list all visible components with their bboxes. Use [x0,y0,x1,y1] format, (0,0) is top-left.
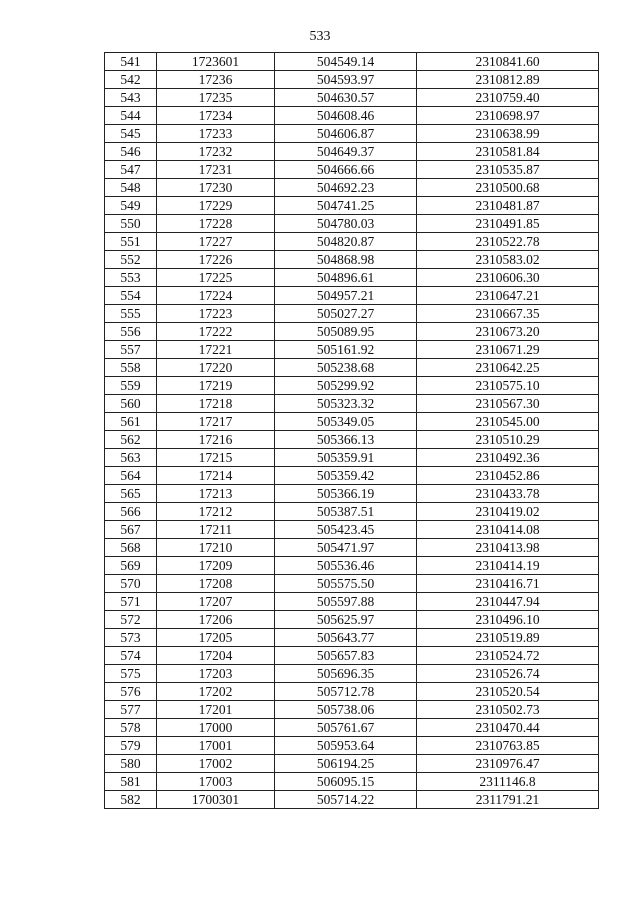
point-id-cell: 17212 [157,503,275,521]
y-coordinate-cell: 2311146.8 [417,773,599,791]
point-id-cell: 17202 [157,683,275,701]
x-coordinate-cell: 505657.83 [275,647,417,665]
coordinates-table [104,52,599,809]
x-coordinate-cell: 506194.25 [275,755,417,773]
x-coordinate-cell: 505089.95 [275,323,417,341]
table-row [105,575,599,593]
table-row [105,179,599,197]
row-number-cell: 579 [105,737,157,755]
point-id-cell: 17229 [157,197,275,215]
point-id-cell: 17224 [157,287,275,305]
x-coordinate-cell: 505738.06 [275,701,417,719]
row-number-cell: 541 [105,53,157,71]
x-coordinate-cell: 504896.61 [275,269,417,287]
x-coordinate-cell: 504630.57 [275,89,417,107]
x-coordinate-cell: 505536.46 [275,557,417,575]
x-coordinate-cell: 505712.78 [275,683,417,701]
y-coordinate-cell: 2310606.30 [417,269,599,287]
point-id-cell: 17232 [157,143,275,161]
table-row [105,287,599,305]
table-row [105,413,599,431]
row-number-cell: 568 [105,539,157,557]
table-row [105,269,599,287]
y-coordinate-cell: 2310763.85 [417,737,599,755]
point-id-cell: 17207 [157,593,275,611]
point-id-cell: 17226 [157,251,275,269]
table-row [105,647,599,665]
row-number-cell: 558 [105,359,157,377]
row-number-cell: 562 [105,431,157,449]
table-row [105,431,599,449]
row-number-cell: 571 [105,593,157,611]
row-number-cell: 577 [105,701,157,719]
x-coordinate-cell: 505161.92 [275,341,417,359]
row-number-cell: 576 [105,683,157,701]
x-coordinate-cell: 505359.91 [275,449,417,467]
x-coordinate-cell: 505714.22 [275,791,417,809]
x-coordinate-cell: 505423.45 [275,521,417,539]
y-coordinate-cell: 2310510.29 [417,431,599,449]
x-coordinate-cell: 505349.05 [275,413,417,431]
row-number-cell: 567 [105,521,157,539]
table-row [105,251,599,269]
table-row [105,107,599,125]
table-row [105,737,599,755]
table-row [105,503,599,521]
y-coordinate-cell: 2310522.78 [417,233,599,251]
point-id-cell: 17227 [157,233,275,251]
x-coordinate-cell: 505643.77 [275,629,417,647]
point-id-cell: 1723601 [157,53,275,71]
table-row [105,359,599,377]
table-row [105,701,599,719]
point-id-cell: 17222 [157,323,275,341]
y-coordinate-cell: 2310433.78 [417,485,599,503]
row-number-cell: 546 [105,143,157,161]
x-coordinate-cell: 505027.27 [275,305,417,323]
table-row [105,341,599,359]
y-coordinate-cell: 2310535.87 [417,161,599,179]
x-coordinate-cell: 505323.32 [275,395,417,413]
x-coordinate-cell: 504692.23 [275,179,417,197]
point-id-cell: 17216 [157,431,275,449]
y-coordinate-cell: 2310841.60 [417,53,599,71]
point-id-cell: 17221 [157,341,275,359]
row-number-cell: 566 [105,503,157,521]
y-coordinate-cell: 2310414.19 [417,557,599,575]
y-coordinate-cell: 2310413.98 [417,539,599,557]
y-coordinate-cell: 2310502.73 [417,701,599,719]
point-id-cell: 17228 [157,215,275,233]
point-id-cell: 17213 [157,485,275,503]
row-number-cell: 552 [105,251,157,269]
row-number-cell: 544 [105,107,157,125]
y-coordinate-cell: 2310671.29 [417,341,599,359]
x-coordinate-cell: 504549.14 [275,53,417,71]
y-coordinate-cell: 2310520.54 [417,683,599,701]
row-number-cell: 563 [105,449,157,467]
y-coordinate-cell: 2310976.47 [417,755,599,773]
table-row [105,53,599,71]
row-number-cell: 570 [105,575,157,593]
y-coordinate-cell: 2310698.97 [417,107,599,125]
y-coordinate-cell: 2310583.02 [417,251,599,269]
x-coordinate-cell: 505696.35 [275,665,417,683]
y-coordinate-cell: 2310481.87 [417,197,599,215]
row-number-cell: 550 [105,215,157,233]
y-coordinate-cell: 2310500.68 [417,179,599,197]
point-id-cell: 17218 [157,395,275,413]
y-coordinate-cell: 2310414.08 [417,521,599,539]
point-id-cell: 17205 [157,629,275,647]
row-number-cell: 548 [105,179,157,197]
x-coordinate-cell: 505299.92 [275,377,417,395]
row-number-cell: 556 [105,323,157,341]
point-id-cell: 17235 [157,89,275,107]
y-coordinate-cell: 2310492.36 [417,449,599,467]
y-coordinate-cell: 2310567.30 [417,395,599,413]
point-id-cell: 17214 [157,467,275,485]
row-number-cell: 545 [105,125,157,143]
table-row [105,71,599,89]
row-number-cell: 542 [105,71,157,89]
table-row [105,215,599,233]
row-number-cell: 564 [105,467,157,485]
row-number-cell: 574 [105,647,157,665]
point-id-cell: 17230 [157,179,275,197]
y-coordinate-cell: 2310519.89 [417,629,599,647]
row-number-cell: 559 [105,377,157,395]
y-coordinate-cell: 2310673.20 [417,323,599,341]
table-row [105,305,599,323]
point-id-cell: 17217 [157,413,275,431]
table-row [105,395,599,413]
row-number-cell: 575 [105,665,157,683]
row-number-cell: 573 [105,629,157,647]
x-coordinate-cell: 504820.87 [275,233,417,251]
table-row [105,773,599,791]
point-id-cell: 17225 [157,269,275,287]
row-number-cell: 561 [105,413,157,431]
row-number-cell: 565 [105,485,157,503]
row-number-cell: 580 [105,755,157,773]
point-id-cell: 1700301 [157,791,275,809]
x-coordinate-cell: 505471.97 [275,539,417,557]
point-id-cell: 17201 [157,701,275,719]
row-number-cell: 555 [105,305,157,323]
table-row [105,161,599,179]
point-id-cell: 17210 [157,539,275,557]
point-id-cell: 17234 [157,107,275,125]
row-number-cell: 543 [105,89,157,107]
point-id-cell: 17219 [157,377,275,395]
y-coordinate-cell: 2310759.40 [417,89,599,107]
x-coordinate-cell: 505575.50 [275,575,417,593]
point-id-cell: 17220 [157,359,275,377]
table-row [105,611,599,629]
row-number-cell: 569 [105,557,157,575]
table-row [105,485,599,503]
point-id-cell: 17231 [157,161,275,179]
x-coordinate-cell: 506095.15 [275,773,417,791]
x-coordinate-cell: 505366.13 [275,431,417,449]
x-coordinate-cell: 505953.64 [275,737,417,755]
table-row [105,719,599,737]
x-coordinate-cell: 504957.21 [275,287,417,305]
x-coordinate-cell: 504649.37 [275,143,417,161]
point-id-cell: 17209 [157,557,275,575]
table-row [105,521,599,539]
table-row [105,197,599,215]
row-number-cell: 581 [105,773,157,791]
point-id-cell: 17206 [157,611,275,629]
y-coordinate-cell: 2310575.10 [417,377,599,395]
table-row [105,125,599,143]
point-id-cell: 17211 [157,521,275,539]
table-row [105,323,599,341]
row-number-cell: 554 [105,287,157,305]
y-coordinate-cell: 2310667.35 [417,305,599,323]
point-id-cell: 17208 [157,575,275,593]
table-row [105,557,599,575]
table-row [105,755,599,773]
row-number-cell: 549 [105,197,157,215]
row-number-cell: 582 [105,791,157,809]
x-coordinate-cell: 504606.87 [275,125,417,143]
y-coordinate-cell: 2310812.89 [417,71,599,89]
table-row [105,233,599,251]
x-coordinate-cell: 505597.88 [275,593,417,611]
x-coordinate-cell: 505761.67 [275,719,417,737]
row-number-cell: 560 [105,395,157,413]
y-coordinate-cell: 2310447.94 [417,593,599,611]
table-row [105,89,599,107]
x-coordinate-cell: 504780.03 [275,215,417,233]
row-number-cell: 557 [105,341,157,359]
point-id-cell: 17215 [157,449,275,467]
table-row [105,629,599,647]
point-id-cell: 17001 [157,737,275,755]
y-coordinate-cell: 2311791.21 [417,791,599,809]
table-row [105,377,599,395]
row-number-cell: 572 [105,611,157,629]
x-coordinate-cell: 504593.97 [275,71,417,89]
x-coordinate-cell: 505625.97 [275,611,417,629]
x-coordinate-cell: 504741.25 [275,197,417,215]
y-coordinate-cell: 2310452.86 [417,467,599,485]
point-id-cell: 17236 [157,71,275,89]
y-coordinate-cell: 2310647.21 [417,287,599,305]
page-number: 533 [309,29,331,44]
row-number-cell: 578 [105,719,157,737]
table-row [105,143,599,161]
point-id-cell: 17002 [157,755,275,773]
table-row [105,449,599,467]
coordinates-table-body [105,53,599,809]
y-coordinate-cell: 2310638.99 [417,125,599,143]
point-id-cell: 17204 [157,647,275,665]
y-coordinate-cell: 2310496.10 [417,611,599,629]
table-row [105,665,599,683]
point-id-cell: 17000 [157,719,275,737]
x-coordinate-cell: 505366.19 [275,485,417,503]
x-coordinate-cell: 504868.98 [275,251,417,269]
y-coordinate-cell: 2310470.44 [417,719,599,737]
point-id-cell: 17223 [157,305,275,323]
y-coordinate-cell: 2310545.00 [417,413,599,431]
row-number-cell: 553 [105,269,157,287]
point-id-cell: 17233 [157,125,275,143]
y-coordinate-cell: 2310524.72 [417,647,599,665]
x-coordinate-cell: 505238.68 [275,359,417,377]
table-row [105,791,599,809]
x-coordinate-cell: 505387.51 [275,503,417,521]
table-row [105,683,599,701]
y-coordinate-cell: 2310642.25 [417,359,599,377]
table-row [105,467,599,485]
y-coordinate-cell: 2310419.02 [417,503,599,521]
point-id-cell: 17003 [157,773,275,791]
y-coordinate-cell: 2310581.84 [417,143,599,161]
y-coordinate-cell: 2310416.71 [417,575,599,593]
table-row [105,539,599,557]
table-row [105,593,599,611]
row-number-cell: 551 [105,233,157,251]
y-coordinate-cell: 2310491.85 [417,215,599,233]
x-coordinate-cell: 504608.46 [275,107,417,125]
y-coordinate-cell: 2310526.74 [417,665,599,683]
point-id-cell: 17203 [157,665,275,683]
row-number-cell: 547 [105,161,157,179]
x-coordinate-cell: 504666.66 [275,161,417,179]
x-coordinate-cell: 505359.42 [275,467,417,485]
